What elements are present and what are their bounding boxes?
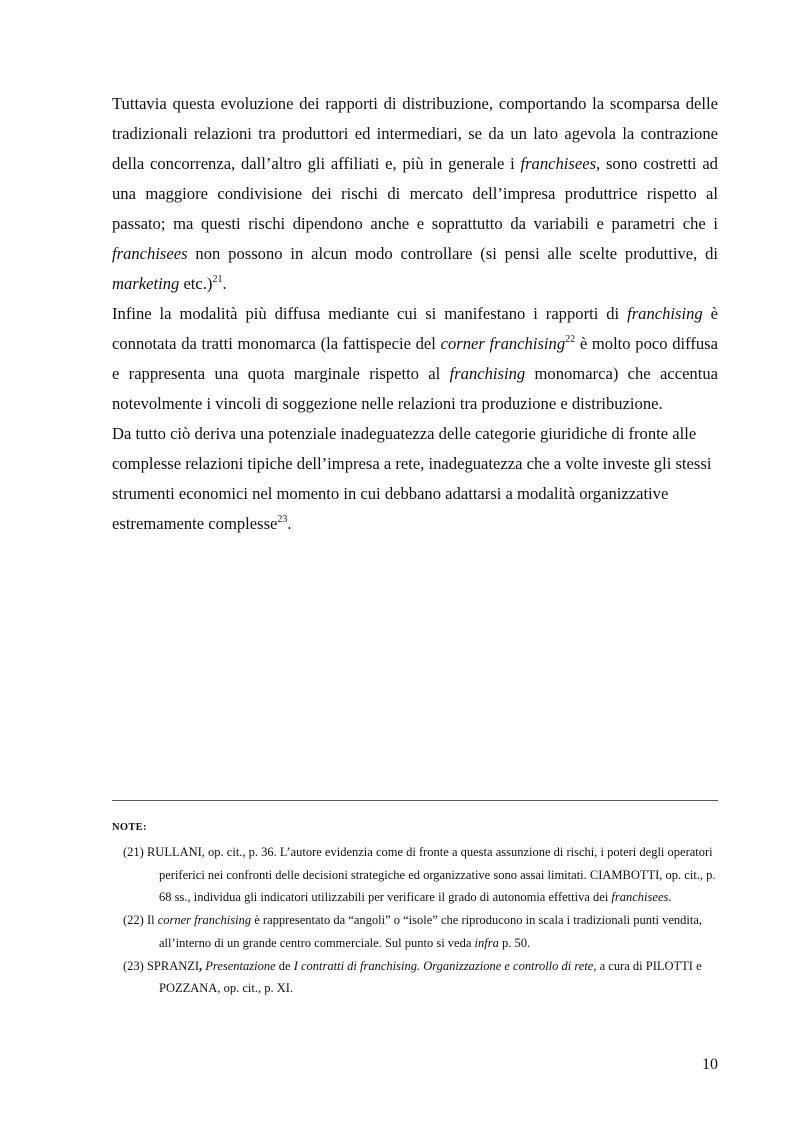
footnote-text: , op. cit., p. XI.	[217, 981, 294, 996]
footnote-number: (22)	[123, 913, 144, 928]
footnote-ref-21: 21	[212, 274, 223, 285]
italic-term: infra	[474, 935, 499, 950]
footnote-text: de	[275, 958, 294, 973]
footnote-text: .	[668, 890, 672, 905]
paragraph-text: non possono in alcun modo controllare (si pensi alle scelte produttive, di	[187, 244, 718, 263]
paragraph-text: Tuttavia questa evoluzione dei rapporti di distribuzione, comportando la scomparsa delle tradizionali relazioni tra produttori ed intermediari, se da un lato agevola la contrazione della concorrenza, dall’altro gli affiliati e, più in generale i	[112, 94, 718, 173]
footnote-ref-23: 23	[277, 514, 288, 525]
footnotes-list	[123, 841, 719, 1000]
footnote-text: è rappresentato da “angoli” o “isole” che riproducono in scala i tradizionali punti vendita, all’interno di un grande centro commerciale. Sul punto si veda	[159, 913, 702, 950]
italic-term: franchisees	[112, 244, 188, 263]
italic-term: franchising	[627, 304, 703, 323]
footnote-ref-22: 22	[565, 334, 576, 345]
body-text	[112, 89, 718, 539]
footnote-text: p. 50.	[498, 935, 531, 950]
page-number: 10	[702, 1056, 718, 1073]
italic-term: I contratti di franchising. Organizzazione e controllo di rete,	[293, 958, 597, 973]
paragraph-text: monomarca) che accentua notevolmente i vincoli di soggezione nelle relazioni tra produzione e distribuzione.	[112, 364, 719, 413]
paragraph-text: etc.)	[179, 274, 213, 293]
paragraph-text: .	[287, 514, 292, 533]
italic-term: franchisees	[611, 890, 669, 905]
paragraph-text: sono costretti ad una maggiore condivisione dei rischi di mercato dell’impresa produttrice rispetto al passato; ma questi rischi dipendono anche e soprattutto da variabili e parametri che i	[112, 154, 718, 233]
footnote-text: a cura di PILOTTI e POZZANA	[159, 958, 702, 996]
italic-term: corner franchising	[440, 334, 566, 353]
italic-term: franchisees,	[520, 154, 601, 173]
paragraph-text: è molto poco diffusa e rappresenta una quota marginale rispetto al	[112, 334, 718, 383]
paragraph-text: .	[222, 274, 227, 293]
paragraph-text: Da tutto ciò deriva una potenziale inadeguatezza delle categorie giuridiche di fronte alle complesse relazioni tipiche dell’impresa a rete, inadeguatezza che a volte investe gli stessi strumenti economici nel momento in cui debbano adattarsi a modalità organizzative estremamente complesse	[112, 424, 712, 533]
footnote-text: ,	[199, 958, 206, 973]
footnote-22	[123, 909, 719, 954]
paragraph-1	[112, 89, 718, 299]
footnote-text: SPRANZI	[143, 958, 200, 973]
italic-term: marketing	[112, 274, 180, 293]
paragraph-3	[112, 419, 718, 539]
footnote-divider	[112, 800, 718, 801]
italic-term: franchising	[449, 364, 526, 383]
notes-title: NOTE:	[112, 822, 147, 833]
footnote-number: (23)	[123, 958, 144, 973]
footnote-text: RULLANI, op. cit., p. 36. L’autore evidenzia come di fronte a questa assunzione di rischi, i poteri degli operatori periferici nei confronti delle decisioni strategiche ed organizzative sono assai limitati. CIAMBOTTI, op. cit., p. 68 ss., individua gli indicatori utilizzabili per verificare il grado di autonomia effettiva dei	[143, 845, 716, 905]
paragraph-2	[112, 299, 718, 419]
italic-term: Presentazione	[205, 958, 276, 973]
footnote-number: (21)	[123, 845, 144, 859]
footnote-23	[123, 955, 719, 1000]
italic-term: corner franchising	[157, 913, 252, 928]
footnote-text: Il	[143, 913, 158, 928]
paragraph-text: è connotata da tratti monomarca (la fattispecie del	[112, 304, 718, 353]
paragraph-text: Infine la modalità più diffusa mediante cui si manifestano i rapporti di	[112, 304, 628, 323]
footnote-21	[123, 841, 719, 909]
